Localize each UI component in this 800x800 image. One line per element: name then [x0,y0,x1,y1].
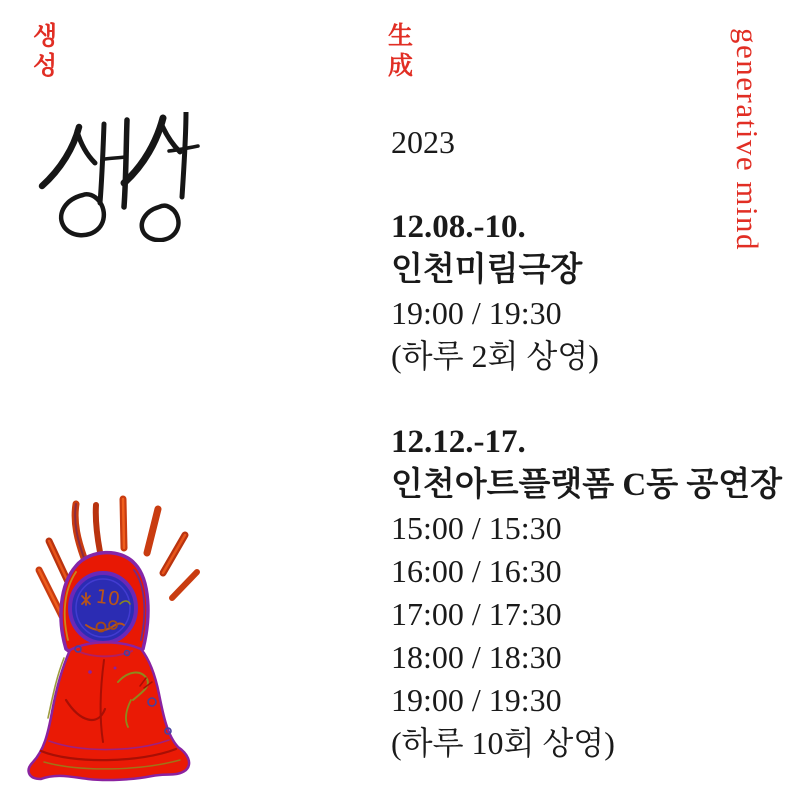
schedule-dates: 12.08.-10. [391,209,526,245]
figure-body [29,642,189,780]
schedule-dates: 12.12.-17. [391,424,526,460]
korean-title-vertical [33,22,57,82]
korean-title-char-1: 생 [33,23,58,50]
schedule-year: 2023 [391,124,455,160]
korean-title-char-2: 성 [33,53,58,80]
figure-face [70,573,136,643]
hanja-title-vertical [388,22,413,82]
side-title: generative mind [730,28,765,252]
schedule-note: (하루 2회 상영) [391,338,599,374]
schedule-time: 19:00 / 19:30 [391,295,562,331]
schedule-time: 17:00 / 17:30 [391,596,562,632]
schedule-block-1 [391,206,599,378]
schedule-venue: 인천미림극장 [391,252,583,288]
calligraphy-logo [30,112,200,242]
schedule-time: 18:00 / 18:30 [391,639,562,675]
schedule-block-2 [391,421,782,765]
schedule-time: 16:00 / 16:30 [391,553,562,589]
schedule-time: 19:00 / 19:30 [391,682,562,718]
figure-face-scribble-text: 10 [94,585,122,611]
buddha-figure-illustration [20,485,200,785]
schedule-time: 15:00 / 15:30 [391,510,562,546]
schedule-venue: 인천아트플랫폼 C동 공연장 [391,467,782,503]
hanja-title-char-2: 成 [388,53,414,80]
hanja-title-char-1: 生 [388,23,414,50]
schedule-note: (하루 10회 상영) [391,725,615,761]
